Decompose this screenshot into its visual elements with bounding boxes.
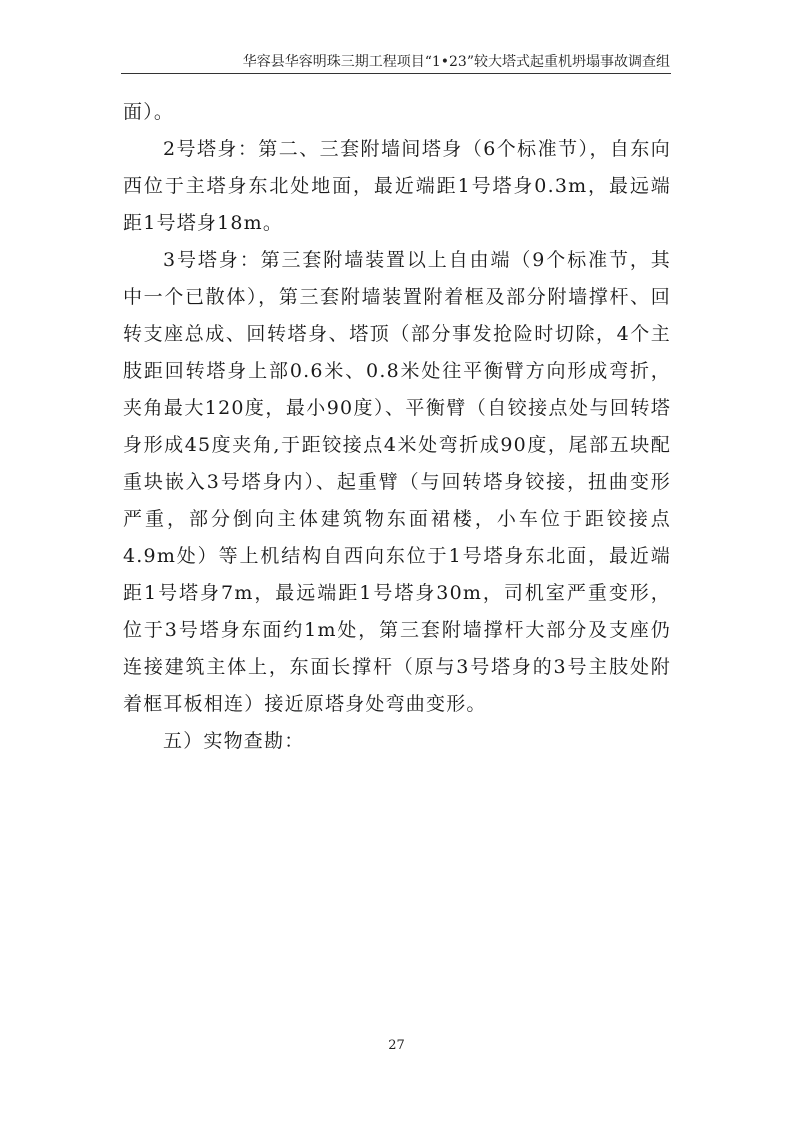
running-header: 华容县华容明珠三期工程项目“1•23”较大塔式起重机坍塌事故调查组 <box>242 54 670 70</box>
paragraph-continuation: 面）。 <box>123 101 175 123</box>
document-body <box>123 94 671 760</box>
paragraph-tower-3: 3号塔身：第三套附墙装置以上自由端（9个标准节，其中一个已散体），第三套附墙装置附着框及部分附墙撑杆、回转支座总成、回转塔身、塔顶（部分事发抢险时切除，4个主肢距回转塔身上部0.6米、0.8米处往平衡臂方向形成弯折，夹角最大120度，最小90度）、平衡臂（自铰接点处与回转塔身形成45度夹角,于距铰接点4米处弯折成90度，尾部五块配重块嵌入3号塔身内）、起重臂（与回转塔身铰接，扭曲变形严重，部分倒向主体建筑物东面裙楼，小车位于距铰接点4.9m处）等上机结构自西向东位于1号塔身东北面，最近端距1号塔身7m，最远端距1号塔身30m，司机室严重变形，位于3号塔身东面约1m处，第三套附墙撑杆大部分及支座仍连接建筑主体上，东面长撑杆（原与3号塔身的3号主肢处附着框耳板相连）接近原塔身处弯曲变形。 <box>123 249 671 715</box>
header-divider <box>121 73 671 74</box>
section-heading-inspection: 五）实物查勘： <box>163 730 305 752</box>
paragraph-tower-2: 2号塔身：第二、三套附墙间塔身（6个标准节），自东向西位于主塔身东北处地面，最近端距1号塔身0.3m，最远端距1号塔身18m。 <box>123 138 671 234</box>
page-number: 27 <box>388 1038 405 1053</box>
